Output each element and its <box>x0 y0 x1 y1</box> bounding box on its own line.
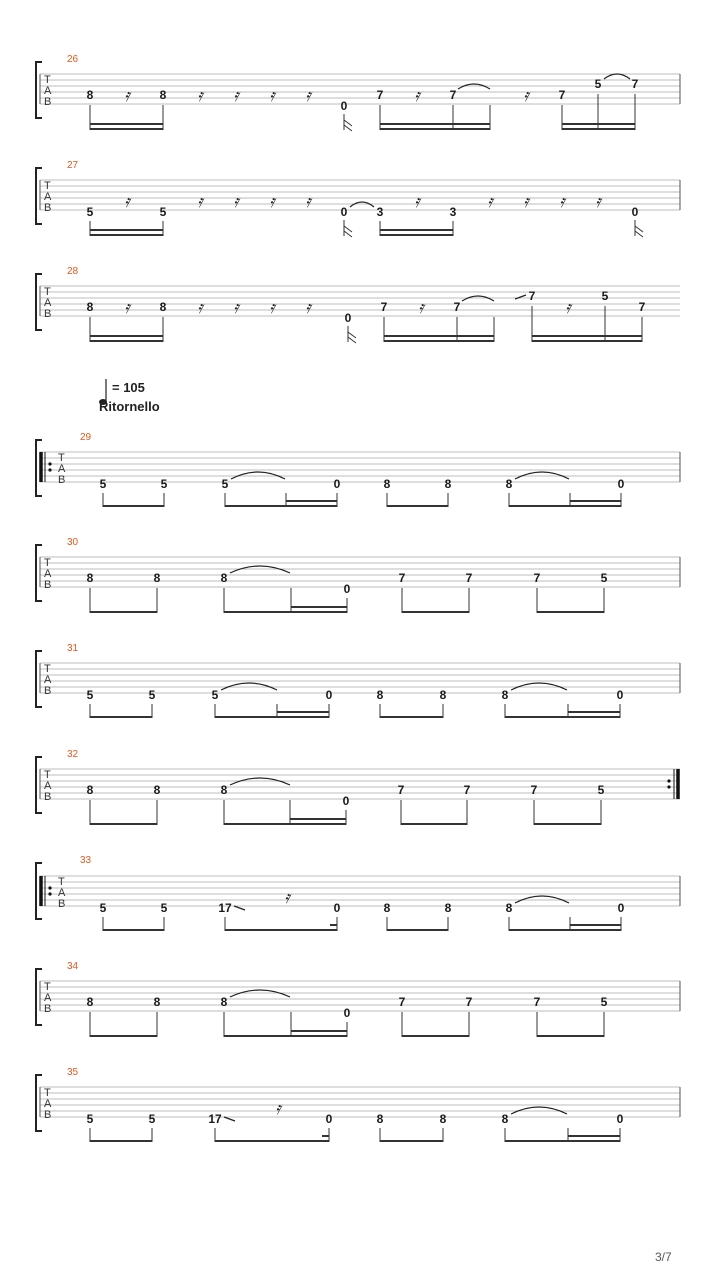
rest-glyph: 𝄿 <box>275 1099 281 1119</box>
rest-glyph: 𝄿 <box>124 86 130 106</box>
fret-note: 5 <box>148 1112 156 1126</box>
note-stems-beams <box>90 306 642 343</box>
staff-lines <box>40 286 680 316</box>
fret-note: 8 <box>383 477 391 491</box>
tab-clef-t: T <box>58 452 65 464</box>
fret-note: 8 <box>153 783 161 797</box>
rests <box>124 86 531 106</box>
measure-number: 30 <box>67 537 79 548</box>
rest-glyph: 𝄿 <box>197 298 203 318</box>
fret-note: 0 <box>333 901 341 915</box>
fret-note: 7 <box>530 783 538 797</box>
rest-glyph: 𝄿 <box>523 192 529 212</box>
tab-clef-a: A <box>44 85 52 97</box>
measure-number: 29 <box>80 432 92 443</box>
repeat-start-barline <box>41 876 52 906</box>
fret-note: 8 <box>86 571 94 585</box>
fret-note: 8 <box>439 1112 447 1126</box>
fret-note: 0 <box>333 477 341 491</box>
repeat-end-barline <box>667 769 678 799</box>
fret-note: 7 <box>631 77 639 91</box>
ties <box>458 74 630 89</box>
rest-glyph: 𝄿 <box>197 86 203 106</box>
tab-clef-t: T <box>44 557 51 569</box>
rest-glyph: 𝄿 <box>233 192 239 212</box>
fret-note: 0 <box>340 99 348 113</box>
fret-note: 7 <box>453 300 461 314</box>
system-bracket <box>36 1075 42 1131</box>
fret-note: 7 <box>463 783 471 797</box>
system-35 <box>36 1067 680 1142</box>
tab-clef-a: A <box>58 463 66 475</box>
tab-clef-b: B <box>44 308 52 320</box>
fret-numbers <box>100 901 625 915</box>
rest-glyph: 𝄿 <box>124 298 130 318</box>
fret-note: 7 <box>376 88 384 102</box>
fret-note: 5 <box>99 477 107 491</box>
fret-note: 8 <box>159 300 167 314</box>
system-bracket <box>36 757 42 813</box>
fret-note: 5 <box>601 289 609 303</box>
fret-note: 0 <box>617 477 625 491</box>
tab-clef-a: A <box>44 992 52 1004</box>
note-stems-beams <box>103 493 621 507</box>
measure-number: 33 <box>80 855 92 866</box>
system-bracket <box>36 651 42 707</box>
tab-clef-t: T <box>58 876 65 888</box>
tab-clef-b: B <box>58 474 66 486</box>
note-stems-beams <box>90 94 635 131</box>
rest-glyph: 𝄿 <box>269 86 275 106</box>
fret-note: 8 <box>220 995 228 1009</box>
staff-lines <box>40 663 680 693</box>
system-28 <box>36 266 680 343</box>
tab-clef-t: T <box>44 1087 51 1099</box>
tab-clef-a: A <box>44 674 52 686</box>
tab-clef-b: B <box>44 1003 52 1015</box>
tab-clef-b: B <box>44 96 52 108</box>
tab-clef-b: B <box>44 685 52 697</box>
fret-note: 5 <box>221 477 229 491</box>
note-stems-beams <box>103 917 621 931</box>
note-stems-beams <box>90 1128 620 1142</box>
fret-note: 7 <box>398 571 406 585</box>
fret-note: 8 <box>501 688 509 702</box>
fret-note: 7 <box>449 88 457 102</box>
fret-note: 8 <box>376 1112 384 1126</box>
fret-numbers <box>100 477 625 491</box>
system-26 <box>36 54 680 131</box>
fret-note: 5 <box>597 783 605 797</box>
repeat-start-barline <box>41 452 52 482</box>
fret-note: 3 <box>376 205 384 219</box>
rest-glyph: 𝄿 <box>559 192 565 212</box>
system-31 <box>36 643 680 718</box>
measure-number: 26 <box>67 54 79 65</box>
fret-note: 7 <box>397 783 405 797</box>
system-27 <box>36 160 680 237</box>
fret-note: 8 <box>501 1112 509 1126</box>
fret-note: 8 <box>153 995 161 1009</box>
tab-clef-b: B <box>44 791 52 803</box>
fret-note: 8 <box>159 88 167 102</box>
fret-note: 5 <box>600 995 608 1009</box>
staff-lines <box>40 74 680 104</box>
fret-note: 0 <box>344 311 352 325</box>
system-bracket <box>36 545 42 601</box>
tab-clef-b: B <box>44 579 52 591</box>
fret-numbers <box>87 77 639 113</box>
tab-clef-t: T <box>44 769 51 781</box>
staff-lines <box>40 1087 680 1117</box>
fret-note: 8 <box>86 88 94 102</box>
tab-clef-t: T <box>44 663 51 675</box>
rest-glyph: 𝄿 <box>269 192 275 212</box>
fret-note: 5 <box>99 901 107 915</box>
fret-note: 17 <box>208 1112 222 1126</box>
fret-note: 8 <box>220 783 228 797</box>
tab-clef-t: T <box>44 180 51 192</box>
staff-lines <box>40 180 680 210</box>
fret-note: 5 <box>160 901 168 915</box>
fret-note: 8 <box>505 477 513 491</box>
fret-note: 5 <box>600 571 608 585</box>
fret-note: 8 <box>86 300 94 314</box>
tab-clef-a: A <box>58 887 66 899</box>
fret-note: 8 <box>153 571 161 585</box>
fret-note: 17 <box>218 901 232 915</box>
rest-glyph: 𝄿 <box>284 888 290 908</box>
fret-note: 0 <box>616 688 624 702</box>
fret-note: 7 <box>380 300 388 314</box>
system-bracket <box>36 168 42 224</box>
rest-glyph: 𝄿 <box>233 86 239 106</box>
system-32 <box>36 749 680 825</box>
system-33 <box>36 855 680 931</box>
measure-number: 34 <box>67 961 79 972</box>
measure-number: 35 <box>67 1067 79 1078</box>
fret-note: 8 <box>86 783 94 797</box>
tab-clef-a: A <box>44 780 52 792</box>
system-bracket <box>36 969 42 1025</box>
tab-clef-a: A <box>44 568 52 580</box>
fret-note: 5 <box>159 205 167 219</box>
system-34 <box>36 961 680 1037</box>
fret-note: 5 <box>148 688 156 702</box>
fret-note: 0 <box>343 1006 351 1020</box>
measure-number: 32 <box>67 749 79 760</box>
fret-note: 8 <box>444 901 452 915</box>
staff-lines <box>40 769 680 799</box>
fret-note: 7 <box>398 995 406 1009</box>
rest-glyph: 𝄿 <box>233 298 239 318</box>
fret-note: 0 <box>325 1112 333 1126</box>
fret-numbers <box>87 1112 624 1126</box>
note-stems-beams <box>90 220 643 237</box>
rest-glyph: 𝄿 <box>565 298 571 318</box>
fret-note: 5 <box>160 477 168 491</box>
system-bracket <box>36 274 42 330</box>
fret-note: 8 <box>383 901 391 915</box>
rest-glyph: 𝄿 <box>418 298 424 318</box>
measure-number: 27 <box>67 160 79 171</box>
fret-note: 7 <box>558 88 566 102</box>
fret-note: 3 <box>449 205 457 219</box>
measure-number: 28 <box>67 266 79 277</box>
fret-note: 8 <box>505 901 513 915</box>
rest-glyph: 𝄿 <box>269 298 275 318</box>
staff-lines <box>40 452 680 482</box>
fret-note: 0 <box>343 582 351 596</box>
staff-lines <box>40 557 680 587</box>
page-number: 3/7 <box>655 1250 672 1264</box>
system-30 <box>36 537 680 613</box>
fret-note: 8 <box>86 995 94 1009</box>
rest-glyph: 𝄿 <box>414 192 420 212</box>
fret-note: 7 <box>465 995 473 1009</box>
rest-glyph: 𝄿 <box>305 192 311 212</box>
tab-clef-t: T <box>44 286 51 298</box>
fret-note: 5 <box>211 688 219 702</box>
tab-clef-a: A <box>44 191 52 203</box>
fret-note: 7 <box>465 571 473 585</box>
fret-note: 7 <box>638 300 646 314</box>
tempo-value: = 105 <box>112 380 145 395</box>
rest-glyph: 𝄿 <box>305 86 311 106</box>
rest-glyph: 𝄿 <box>523 86 529 106</box>
tab-clef-a: A <box>44 1098 52 1110</box>
fret-note: 5 <box>86 688 94 702</box>
tab-clef-a: A <box>44 297 52 309</box>
fret-numbers <box>87 205 639 219</box>
fret-note: 5 <box>86 1112 94 1126</box>
fret-numbers <box>87 289 646 325</box>
staff-lines <box>40 876 680 906</box>
tab-clef-b: B <box>44 1109 52 1121</box>
rest-glyph: 𝄿 <box>197 192 203 212</box>
rest-glyph: 𝄿 <box>124 192 130 212</box>
rest-glyph: 𝄿 <box>595 192 601 212</box>
note-stems-beams <box>90 704 620 718</box>
tab-clef-b: B <box>58 898 66 910</box>
rest-glyph: 𝄿 <box>414 86 420 106</box>
staff-lines <box>40 981 680 1011</box>
fret-note: 8 <box>220 571 228 585</box>
fret-note: 5 <box>86 205 94 219</box>
fret-note: 0 <box>342 794 350 808</box>
fret-note: 8 <box>444 477 452 491</box>
rest-glyph: 𝄿 <box>305 298 311 318</box>
fret-note: 8 <box>439 688 447 702</box>
measure-number: 31 <box>67 643 79 654</box>
fret-note: 7 <box>528 289 536 303</box>
system-bracket <box>36 62 42 118</box>
tab-clef-b: B <box>44 202 52 214</box>
fret-note: 0 <box>325 688 333 702</box>
section-label: Ritornello <box>99 399 160 414</box>
fret-note: 5 <box>594 77 602 91</box>
fret-note: 0 <box>616 1112 624 1126</box>
fret-note: 7 <box>533 995 541 1009</box>
fret-note: 0 <box>617 901 625 915</box>
fret-note: 8 <box>376 688 384 702</box>
fret-note: 7 <box>533 571 541 585</box>
fret-note: 0 <box>631 205 639 219</box>
rest-glyph: 𝄿 <box>487 192 493 212</box>
tab-clef-t: T <box>44 981 51 993</box>
tab-clef-t: T <box>44 74 51 86</box>
fret-numbers <box>87 688 624 702</box>
system-29 <box>36 432 680 507</box>
fret-note: 0 <box>340 205 348 219</box>
